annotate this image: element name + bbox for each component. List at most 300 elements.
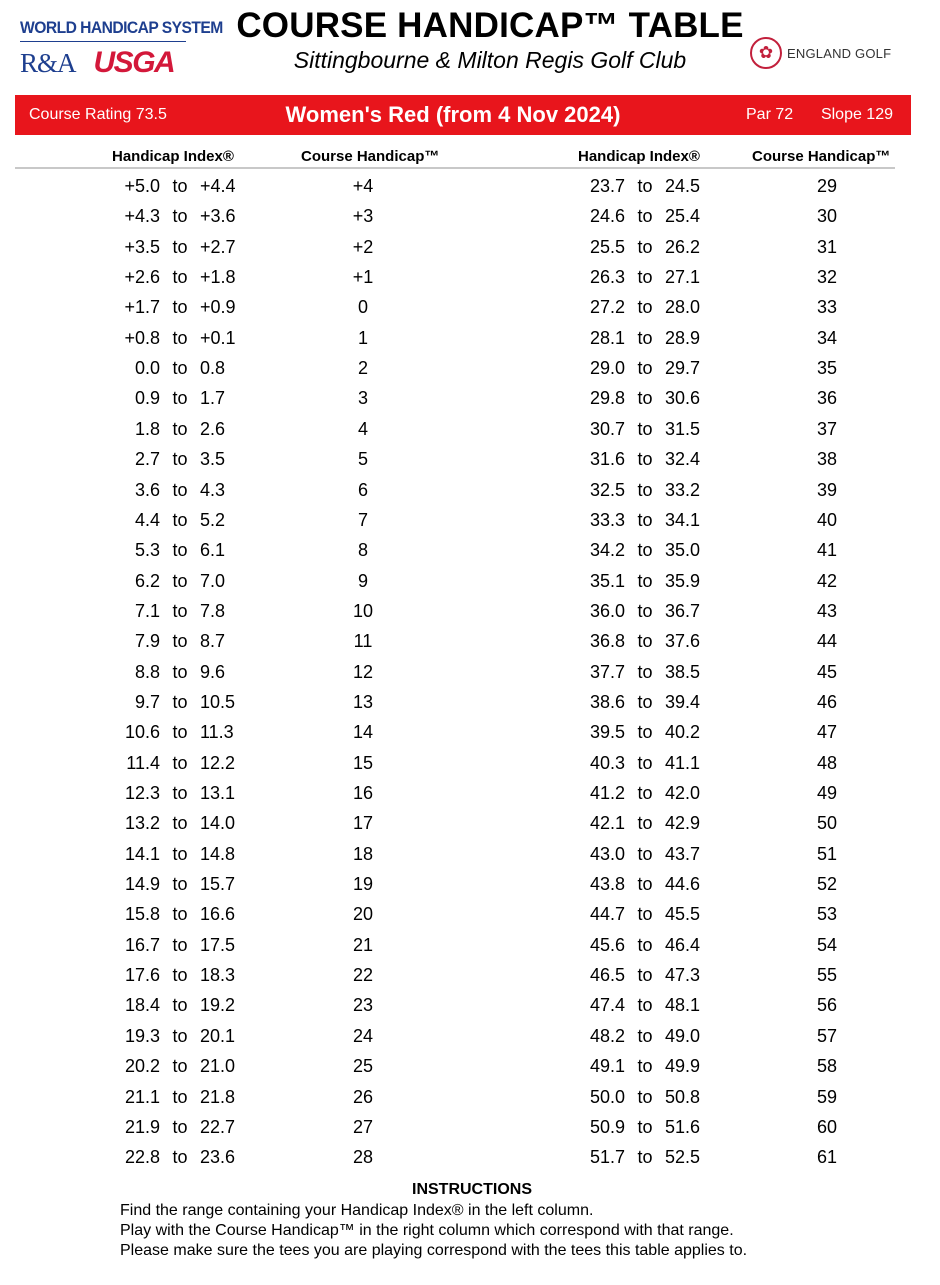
course-handicap-value: 41: [816, 540, 838, 561]
course-handicap-value: 46: [816, 691, 838, 712]
course-handicap-value: 5: [357, 449, 368, 470]
course-handicap-value: 48: [816, 752, 838, 773]
index-to: 42.0: [665, 783, 701, 803]
to-label: to: [172, 297, 188, 318]
england-golf-text: ENGLAND GOLF: [787, 45, 892, 61]
course-handicap-value: 19: [352, 874, 374, 895]
course-handicap-value: 56: [816, 995, 838, 1016]
index-to: 33.2: [665, 479, 701, 500]
handicap-index-range: [105, 1087, 255, 1108]
to-label: to: [637, 691, 653, 712]
index-to: 17.5: [200, 934, 236, 955]
to-label: to: [637, 206, 653, 227]
index-to: 37.6: [665, 631, 701, 652]
index-to: 19.2: [200, 995, 236, 1016]
index-from: 14.9: [124, 874, 160, 895]
to-label: to: [637, 176, 653, 196]
course-handicap-value: 49: [816, 783, 838, 803]
index-to: 16.6: [200, 904, 236, 925]
handicap-index-range: [570, 692, 720, 713]
to-label: to: [172, 1147, 188, 1168]
index-from: 0.0: [134, 358, 160, 379]
index-from: 48.2: [589, 1025, 625, 1046]
index-from: 31.6: [589, 449, 625, 470]
index-from: 43.0: [589, 843, 625, 864]
index-from: 8.8: [134, 661, 160, 682]
to-label: to: [172, 418, 188, 439]
to-label: to: [637, 752, 653, 773]
handicap-index-range: [105, 176, 255, 197]
course-handicap-value: 57: [816, 1025, 838, 1046]
index-to: 30.6: [665, 388, 701, 409]
course-handicap-value: 55: [816, 965, 838, 986]
course-handicap-value: 25: [352, 1056, 374, 1077]
index-to: 6.1: [200, 540, 226, 561]
handicap-index-range: [105, 995, 255, 1016]
course-handicap-value: 40: [816, 509, 838, 530]
index-to: 25.4: [665, 206, 701, 227]
handicap-index-range: [570, 783, 720, 804]
handicap-index-range: [105, 419, 255, 440]
to-label: to: [172, 722, 188, 743]
index-from: 3.6: [134, 479, 160, 500]
course-handicap-value: 43: [816, 600, 838, 621]
handicap-index-range: [105, 540, 255, 561]
to-label: to: [637, 1116, 653, 1137]
to-label: to: [637, 722, 653, 743]
to-label: to: [172, 995, 188, 1016]
index-to: 28.9: [665, 327, 701, 348]
index-from: 15.8: [124, 904, 160, 925]
handicap-index-range: [570, 844, 720, 865]
to-label: to: [172, 479, 188, 500]
handicap-index-range: [105, 904, 255, 925]
index-from: 7.9: [134, 631, 160, 652]
handicap-index-range: [570, 1056, 720, 1077]
index-to: +1.8: [200, 267, 236, 288]
index-from: 44.7: [589, 904, 625, 925]
index-from: 34.2: [589, 540, 625, 561]
course-handicap-value: 47: [816, 722, 838, 743]
handicap-index-range: [570, 1087, 720, 1108]
index-from: 37.7: [589, 661, 625, 682]
index-to: 7.8: [200, 600, 226, 621]
index-from: 30.7: [589, 418, 625, 439]
index-to: +4.4: [200, 176, 236, 196]
index-to: 41.1: [665, 752, 701, 773]
index-from: 10.6: [124, 722, 160, 743]
to-label: to: [172, 904, 188, 925]
handicap-index-range: [570, 237, 720, 258]
index-to: 38.5: [665, 661, 701, 682]
course-handicap-value: 15: [352, 752, 374, 773]
to-label: to: [172, 327, 188, 348]
index-from: 35.1: [589, 570, 625, 591]
to-label: to: [637, 904, 653, 925]
course-handicap-value: 39: [816, 479, 838, 500]
to-label: to: [637, 297, 653, 318]
index-from: 33.3: [589, 509, 625, 530]
to-label: to: [637, 843, 653, 864]
instructions-title: INSTRUCTIONS: [412, 1181, 532, 1198]
index-from: 16.7: [124, 934, 160, 955]
course-handicap-value: 4: [357, 418, 368, 439]
rose-icon: ✿: [750, 37, 782, 69]
index-from: 23.7: [589, 176, 625, 196]
course-handicap-value: 35: [816, 358, 838, 379]
column-header-course-handicap-right: Course Handicap™: [752, 148, 891, 165]
handicap-index-range: [570, 965, 720, 986]
to-label: to: [637, 358, 653, 379]
index-from: +0.8: [124, 327, 160, 348]
handicap-index-range: [105, 328, 255, 349]
course-handicap-value: 7: [357, 509, 368, 530]
header-rule: [15, 167, 895, 169]
index-from: 39.5: [589, 722, 625, 743]
to-label: to: [172, 1025, 188, 1046]
course-handicap-value: 8: [357, 540, 368, 561]
to-label: to: [637, 661, 653, 682]
index-to: 26.2: [665, 236, 701, 257]
index-from: 51.7: [589, 1147, 625, 1168]
handicap-index-range: [570, 753, 720, 774]
course-handicap-value: 51: [816, 843, 838, 864]
tee-name: Women's Red (from 4 Nov 2024): [285, 102, 621, 127]
handicap-index-range: [570, 601, 720, 622]
index-from: 14.1: [124, 843, 160, 864]
to-label: to: [172, 661, 188, 682]
index-from: 19.3: [124, 1025, 160, 1046]
index-from: 21.9: [124, 1116, 160, 1137]
index-to: 1.7: [200, 388, 226, 409]
to-label: to: [637, 327, 653, 348]
course-handicap-value: 3: [357, 388, 368, 409]
handicap-index-range: [105, 1117, 255, 1138]
handicap-index-range: [105, 692, 255, 713]
handicap-index-range: [105, 206, 255, 227]
handicap-index-range: [105, 722, 255, 743]
handicap-index-range: [105, 297, 255, 318]
handicap-index-range: [570, 995, 720, 1016]
handicap-index-range: [570, 206, 720, 227]
to-label: to: [637, 540, 653, 561]
course-handicap-value: 59: [816, 1086, 838, 1107]
index-to: 12.2: [200, 752, 236, 773]
index-to: 32.4: [665, 449, 701, 470]
to-label: to: [172, 813, 188, 834]
index-to: 3.5: [200, 449, 226, 470]
to-label: to: [637, 965, 653, 986]
to-label: to: [172, 1116, 188, 1137]
to-label: to: [172, 176, 188, 196]
course-handicap-value: 58: [816, 1056, 838, 1077]
par-value: Par 72: [746, 106, 794, 123]
index-from: 50.9: [589, 1116, 625, 1137]
to-label: to: [637, 813, 653, 834]
index-from: 50.0: [589, 1086, 625, 1107]
index-to: 14.8: [200, 843, 236, 864]
index-from: +4.3: [124, 206, 160, 227]
handicap-index-range: [105, 844, 255, 865]
index-to: +0.9: [200, 297, 236, 318]
to-label: to: [637, 570, 653, 591]
handicap-index-range: [570, 176, 720, 197]
handicap-index-range: [105, 449, 255, 470]
course-handicap-value: 10: [352, 600, 374, 621]
index-from: 18.4: [124, 995, 160, 1016]
handicap-index-range: [570, 388, 720, 409]
course-handicap-value: 44: [816, 631, 838, 652]
course-handicap-value: 53: [816, 904, 838, 925]
course-handicap-value: 52: [816, 874, 838, 895]
index-from: 0.9: [134, 388, 160, 409]
course-handicap-value: +4: [352, 176, 374, 196]
to-label: to: [172, 509, 188, 530]
to-label: to: [637, 267, 653, 288]
course-handicap-value: +1: [352, 267, 374, 288]
slope-value: Slope 129: [820, 106, 893, 123]
course-handicap-value: 0: [357, 297, 368, 318]
course-handicap-value: +2: [352, 236, 374, 257]
course-handicap-value: 21: [352, 934, 374, 955]
course-handicap-value: 13: [352, 691, 374, 712]
index-from: 41.2: [589, 783, 625, 803]
handicap-index-range: [570, 1147, 720, 1168]
index-from: 20.2: [124, 1056, 160, 1077]
to-label: to: [637, 388, 653, 409]
index-to: 51.6: [665, 1116, 701, 1137]
usga-logo: USGA: [93, 46, 175, 79]
index-to: 7.0: [200, 570, 226, 591]
page-title: COURSE HANDICAP™ TABLE: [236, 6, 744, 45]
course-handicap-value: 50: [816, 813, 838, 834]
instruction-line: Play with the Course Handicap™ in the right column which correspond with that range.: [120, 1222, 734, 1239]
course-handicap-value: 11: [353, 631, 373, 652]
england-golf-logo: [750, 37, 891, 69]
index-from: 45.6: [589, 934, 625, 955]
handicap-index-range: [105, 1056, 255, 1077]
handicap-index-range: [570, 631, 720, 652]
index-from: 7.1: [134, 600, 160, 621]
index-to: +2.7: [200, 236, 236, 257]
course-handicap-value: 2: [357, 358, 368, 379]
to-label: to: [172, 631, 188, 652]
to-label: to: [172, 449, 188, 470]
handicap-index-range: [105, 1147, 255, 1168]
to-label: to: [637, 1086, 653, 1107]
handicap-index-range: [570, 480, 720, 501]
index-to: 14.0: [200, 813, 236, 834]
course-handicap-value: 20: [352, 904, 374, 925]
handicap-index-range: [105, 662, 255, 683]
index-to: +0.1: [200, 327, 236, 348]
handicap-index-range: [105, 783, 255, 804]
index-to: 35.0: [665, 540, 701, 561]
index-from: +2.6: [124, 267, 160, 288]
index-from: 2.7: [134, 449, 160, 470]
to-label: to: [172, 1086, 188, 1107]
handicap-index-range: [105, 753, 255, 774]
course-handicap-value: 18: [352, 843, 374, 864]
handicap-index-range: [570, 935, 720, 956]
to-label: to: [172, 843, 188, 864]
to-label: to: [172, 358, 188, 379]
to-label: to: [172, 540, 188, 561]
index-from: 26.3: [589, 267, 625, 288]
to-label: to: [637, 1147, 653, 1168]
index-from: 1.8: [134, 418, 160, 439]
index-to: 49.0: [665, 1025, 701, 1046]
handicap-index-range: [570, 1117, 720, 1138]
handicap-index-range: [570, 662, 720, 683]
index-from: 4.4: [134, 509, 160, 530]
to-label: to: [172, 934, 188, 955]
course-handicap-value: 30: [816, 206, 838, 227]
to-label: to: [172, 965, 188, 986]
index-to: 20.1: [200, 1025, 236, 1046]
index-from: 24.6: [589, 206, 625, 227]
to-label: to: [172, 206, 188, 227]
to-label: to: [172, 783, 188, 803]
index-from: 29.0: [589, 358, 625, 379]
index-from: 46.5: [589, 965, 625, 986]
to-label: to: [637, 479, 653, 500]
index-from: 43.8: [589, 874, 625, 895]
to-label: to: [637, 600, 653, 621]
course-handicap-value: 12: [352, 661, 374, 682]
handicap-index-range: [105, 480, 255, 501]
handicap-index-range: [105, 358, 255, 379]
index-to: 22.7: [200, 1116, 236, 1137]
column-header-handicap-index-left: Handicap Index®: [112, 148, 234, 165]
to-label: to: [172, 691, 188, 712]
index-to: 10.5: [200, 691, 236, 712]
to-label: to: [637, 449, 653, 470]
index-from: 25.5: [589, 236, 625, 257]
to-label: to: [637, 1025, 653, 1046]
handicap-index-range: [105, 267, 255, 288]
index-from: 38.6: [589, 691, 625, 712]
index-to: 0.8: [200, 358, 226, 379]
to-label: to: [637, 783, 653, 803]
course-handicap-value: 36: [816, 388, 838, 409]
index-from: 12.3: [124, 783, 160, 803]
index-from: 42.1: [589, 813, 625, 834]
handicap-index-range: [570, 510, 720, 531]
handicap-index-range: [570, 297, 720, 318]
to-label: to: [172, 388, 188, 409]
course-handicap-value: 9: [357, 570, 368, 591]
index-from: 13.2: [124, 813, 160, 834]
instruction-line: Please make sure the tees you are playing correspond with the tees this table applies to.: [120, 1242, 748, 1259]
course-handicap-value: 32: [816, 267, 838, 288]
handicap-index-range: [570, 571, 720, 592]
handicap-index-range: [570, 1026, 720, 1047]
index-to: 40.2: [665, 722, 701, 743]
column-header-course-handicap-left: Course Handicap™: [301, 148, 440, 165]
to-label: to: [637, 236, 653, 257]
index-to: 9.6: [200, 661, 226, 682]
index-to: 11.3: [200, 722, 234, 743]
index-to: 21.0: [200, 1056, 236, 1077]
handicap-index-range: [570, 904, 720, 925]
index-from: 49.1: [589, 1056, 625, 1077]
handicap-index-range: [570, 449, 720, 470]
index-to: 44.6: [665, 874, 701, 895]
index-to: 48.1: [665, 995, 701, 1016]
handicap-index-range: [105, 874, 255, 895]
index-from: 9.7: [134, 691, 160, 712]
index-to: 15.7: [200, 874, 236, 895]
handicap-index-range: [570, 813, 720, 834]
handicap-index-range: [105, 813, 255, 834]
index-to: 27.1: [665, 267, 701, 288]
to-label: to: [172, 236, 188, 257]
index-from: 27.2: [589, 297, 625, 318]
index-to: 29.7: [665, 358, 701, 379]
course-handicap-value: 24: [352, 1025, 374, 1046]
course-handicap-value: 28: [352, 1147, 374, 1168]
handicap-index-range: [105, 601, 255, 622]
index-from: +5.0: [124, 176, 160, 196]
whs-logo-text: WORLD HANDICAP SYSTEM: [20, 18, 223, 37]
index-to: 23.6: [200, 1147, 236, 1168]
index-to: 2.6: [200, 418, 226, 439]
course-handicap-value: 34: [816, 327, 838, 348]
index-to: 46.4: [665, 934, 701, 955]
to-label: to: [637, 874, 653, 895]
instruction-line: Find the range containing your Handicap Index® in the left column.: [120, 1202, 594, 1219]
index-from: 5.3: [134, 540, 160, 561]
handicap-index-range: [105, 237, 255, 258]
course-handicap-value: 6: [357, 479, 368, 500]
index-to: 50.8: [665, 1086, 701, 1107]
course-handicap-value: 31: [816, 236, 838, 257]
index-from: 22.8: [124, 1147, 160, 1168]
index-to: +3.6: [200, 206, 236, 227]
tee-info-bar: [15, 95, 911, 135]
index-from: 29.8: [589, 388, 625, 409]
index-from: 28.1: [589, 327, 625, 348]
index-from: 11.4: [126, 752, 160, 773]
index-to: 28.0: [665, 297, 701, 318]
index-to: 8.7: [200, 631, 226, 652]
course-handicap-value: 27: [352, 1116, 374, 1137]
course-handicap-value: 33: [816, 297, 838, 318]
handicap-index-range: [105, 965, 255, 986]
index-to: 45.5: [665, 904, 701, 925]
course-handicap-value: 61: [816, 1147, 838, 1168]
index-to: 42.9: [665, 813, 701, 834]
index-to: 34.1: [665, 509, 701, 530]
course-handicap-value: 42: [816, 570, 838, 591]
handicap-index-range: [570, 328, 720, 349]
course-handicap-value: +3: [352, 206, 374, 227]
index-from: 36.8: [589, 631, 625, 652]
handicap-index-range: [570, 358, 720, 379]
index-to: 21.8: [200, 1086, 236, 1107]
handicap-index-range: [570, 874, 720, 895]
course-handicap-value: 16: [352, 783, 374, 803]
course-handicap-value: 26: [352, 1086, 374, 1107]
column-header-handicap-index-right: Handicap Index®: [578, 148, 700, 165]
club-name: Sittingbourne & Milton Regis Golf Club: [293, 47, 687, 73]
to-label: to: [637, 631, 653, 652]
index-from: +3.5: [124, 236, 160, 257]
index-to: 43.7: [665, 843, 701, 864]
handicap-index-range: [105, 935, 255, 956]
course-rating: Course Rating 73.5: [29, 106, 167, 123]
